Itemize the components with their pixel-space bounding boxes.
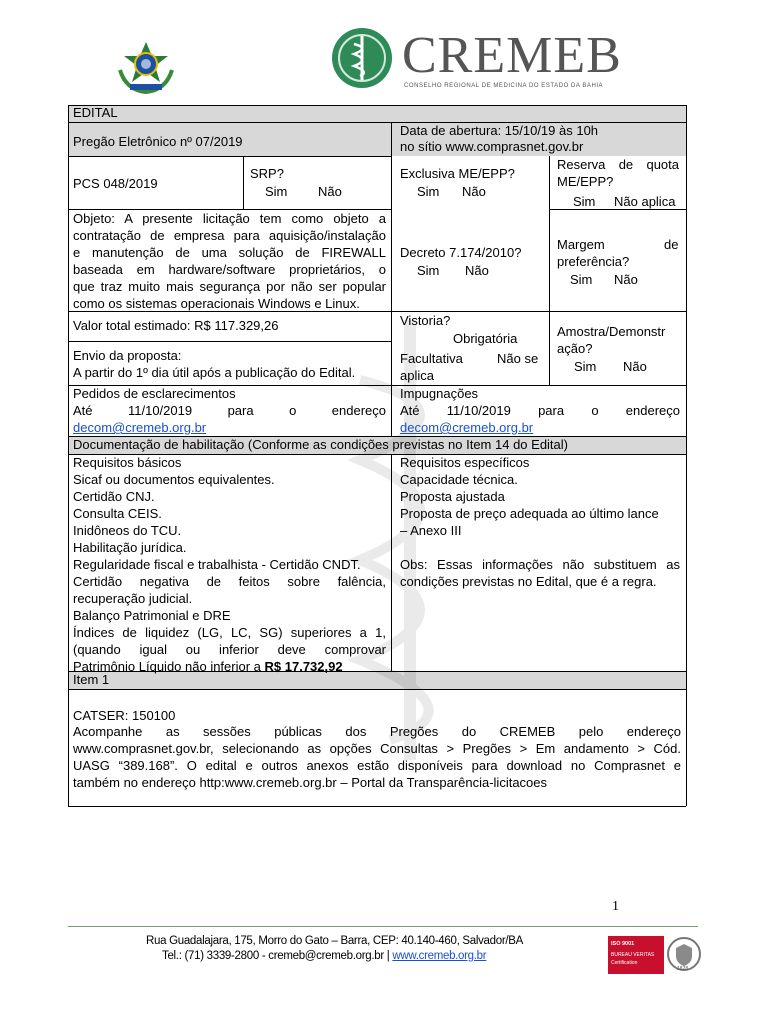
- certification-badge: [608, 936, 664, 974]
- exclusiva-sim: Sim: [417, 184, 440, 199]
- acompanhe-line: também no endereço http:www.cremeb.org.br – Portal da Transparência-licitacoes: [73, 775, 548, 790]
- page-number: 1: [612, 899, 619, 914]
- patrimonio-value: R$ 17.732,92: [264, 659, 343, 674]
- pcs-number: PCS 048/2019: [73, 176, 158, 191]
- objeto-line: e manutenção de uma solução de FIREWALL: [73, 245, 386, 260]
- srp-question: SRP?: [250, 166, 284, 181]
- list-item: [73, 659, 343, 676]
- list-item: Índices de liquidez (LG, LC, SG) superiores a 1,: [73, 625, 386, 640]
- list-item: Proposta de preço adequada ao último lance: [400, 506, 659, 521]
- margem-de: de: [664, 237, 679, 252]
- cert-line2: BUREAU VERITAS: [611, 952, 655, 958]
- cremeb-logo-icon: [330, 26, 394, 90]
- objeto-line: que traz muito mais segurança por não ser popular: [73, 279, 386, 294]
- srp-nao: Não: [318, 184, 342, 199]
- abertura-date: Data de abertura: 15/10/19 às 10h: [400, 123, 599, 138]
- footer-contact: [162, 950, 486, 962]
- obs-line2: condições previstas no Edital, que é a regra.: [400, 574, 657, 589]
- list-item: Inidôneos do TCU.: [73, 523, 182, 538]
- cert-line3: Certification: [611, 960, 638, 966]
- list-item: (quando igual ou inferior deve comprovar: [73, 642, 386, 657]
- footer-address: Rua Guadalajara, 175, Morro do Gato – Barra, CEP: 40.140-460, Salvador/BA: [146, 935, 523, 947]
- amostra-question-line1: Amostra/Demonstr: [557, 324, 666, 339]
- amostra-question-line2: ação?: [557, 341, 593, 356]
- srp-sim: Sim: [265, 184, 288, 199]
- footer-site-link[interactable]: www.cremeb.org.br: [392, 950, 487, 962]
- vistoria-aplica: aplica: [400, 368, 434, 383]
- list-item: Certidão CNJ.: [73, 489, 155, 504]
- catser: CATSER: 150100: [73, 708, 176, 723]
- obs-line1: Obs: Essas informações não substituem as: [400, 557, 680, 572]
- margem-label: Margem: [557, 237, 605, 252]
- list-item: Regularidade fiscal e trabalhista - Certidão CNDT.: [73, 557, 361, 572]
- abertura-site: no sítio www.comprasnet.gov.br: [400, 139, 584, 154]
- cert-year: 1828: [677, 966, 689, 972]
- reserva-nao-aplica: Não aplica: [614, 194, 676, 209]
- bureau-veritas-seal-icon: [666, 936, 702, 974]
- envio-detail: A partir do 1º dia útil após a publicação do Edital.: [73, 365, 356, 380]
- patrimonio-label: Patrimônio Líquido não inferior a: [73, 659, 261, 674]
- decreto-nao: Não: [465, 263, 489, 278]
- list-item: Certidão negativa de feitos sobre falência,: [73, 574, 386, 589]
- reserva-question-line1: Reserva de quota: [557, 157, 679, 172]
- amostra-nao: Não: [623, 359, 647, 374]
- list-item: Sicaf ou documentos equivalentes.: [73, 472, 275, 487]
- objeto-line: contratação de empresa para aquisição/instalação: [73, 228, 386, 243]
- cert-line1: ISO 9001: [611, 941, 635, 947]
- pedidos-email-link[interactable]: decom@cremeb.org.br: [73, 420, 207, 435]
- acompanhe-line: www.comprasnet.gov.br, selecionando as opções Consultas > Pregões > Em andamento > Cód.: [73, 741, 681, 756]
- acompanhe-line: Acompanhe as sessões públicas dos Pregões do CREMEB pelo endereço: [73, 724, 681, 739]
- pregao-number: Pregão Eletrônico nº 07/2019: [73, 134, 243, 149]
- vistoria-facultativa: Facultativa: [400, 351, 463, 366]
- impugnacoes-deadline: Até 11/10/2019 para o endereço: [400, 403, 680, 418]
- list-item: Consulta CEIS.: [73, 506, 162, 521]
- acompanhe-line: UASG “389.168”. O edital e outros anexos estão disponíveis para download no Comprasnet e: [73, 758, 681, 773]
- brand-subtitle: CONSELHO REGIONAL DE MEDICINA DO ESTADO DA BAHIA: [404, 83, 604, 89]
- list-item: recuperação judicial.: [73, 591, 193, 606]
- list-item: Requisitos específicos: [400, 455, 530, 470]
- impugnacoes-email-link[interactable]: decom@cremeb.org.br: [400, 420, 534, 435]
- list-item: Capacidade técnica.: [400, 472, 518, 487]
- list-item: Requisitos básicos: [73, 455, 182, 470]
- objeto-line: Objeto: A presente licitação tem como objeto a: [73, 211, 386, 226]
- coat-of-arms-logo: [112, 40, 180, 96]
- exclusiva-nao: Não: [462, 184, 486, 199]
- pedidos-deadline: Até 11/10/2019 para o endereço: [73, 403, 386, 418]
- objeto-line: baseada em hardware/software proprietários, o: [73, 262, 386, 277]
- envio-label: Envio da proposta:: [73, 348, 182, 363]
- vistoria-nao-se: Não se: [497, 351, 539, 366]
- brand-name: CREMEB: [402, 27, 622, 84]
- margem-sim: Sim: [570, 272, 593, 287]
- decreto-question: Decreto 7.174/2010?: [400, 245, 522, 260]
- edital-title: EDITAL: [73, 105, 118, 120]
- decreto-sim: Sim: [417, 263, 440, 278]
- footer-contact-text: Tel.: (71) 3339-2800 - cremeb@cremeb.org.br |: [162, 950, 390, 962]
- vistoria-obrigatoria: Obrigatória: [453, 331, 518, 346]
- list-item: Balanço Patrimonial e DRE: [73, 608, 231, 623]
- reserva-sim: Sim: [573, 194, 596, 209]
- list-item: Proposta ajustada: [400, 489, 505, 504]
- impugnacoes-title: Impugnações: [400, 386, 479, 401]
- margem-nao: Não: [614, 272, 638, 287]
- objeto-line: como os sistemas operacionais Windows e Linux.: [73, 296, 360, 311]
- list-item: Habilitação jurídica.: [73, 540, 187, 555]
- vistoria-question: Vistoria?: [400, 313, 451, 328]
- valor-estimado: Valor total estimado: R$ 117.329,26: [73, 318, 279, 333]
- documentacao-header: Documentação de habilitação (Conforme as condições previstas no Item 14 do Edital): [73, 437, 568, 452]
- exclusiva-question: Exclusiva ME/EPP?: [400, 166, 515, 181]
- reserva-question-line2: ME/EPP?: [557, 174, 614, 189]
- amostra-sim: Sim: [574, 359, 597, 374]
- list-item: – Anexo III: [400, 523, 462, 538]
- pedidos-title: Pedidos de esclarecimentos: [73, 386, 236, 401]
- item-label: Item 1: [73, 672, 110, 687]
- margem-preferencia: preferência?: [557, 254, 630, 269]
